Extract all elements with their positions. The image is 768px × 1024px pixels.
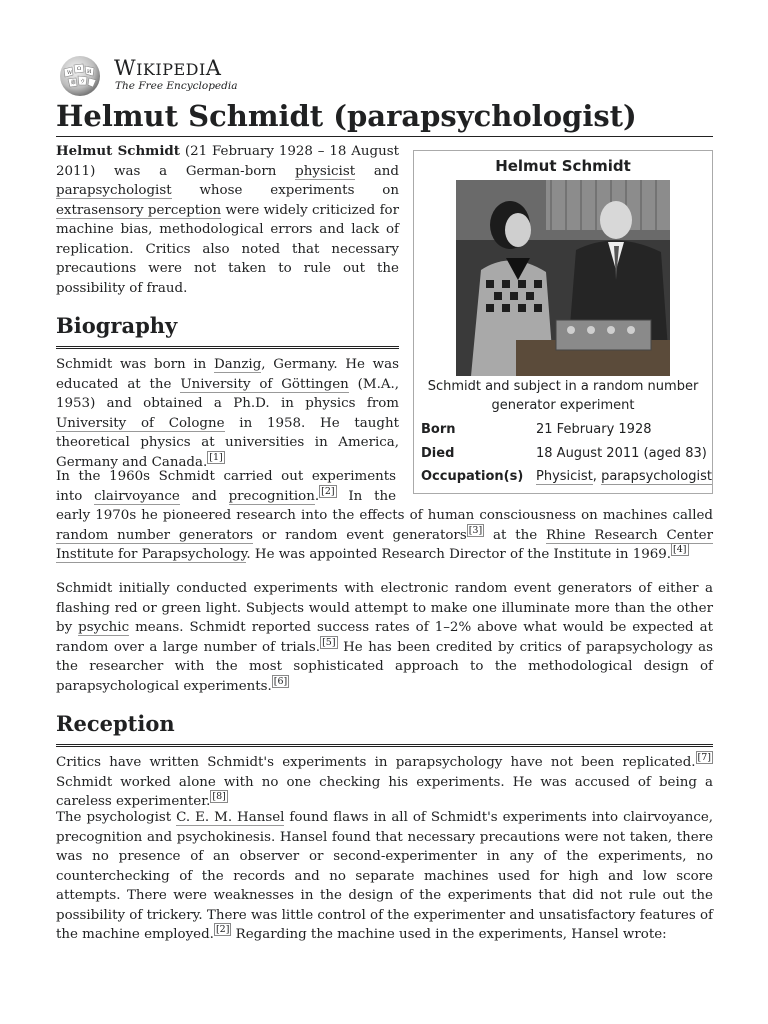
university-goettingen-link[interactable]: University of Göttingen [180, 376, 349, 392]
reference-link[interactable]: [5] [322, 636, 336, 648]
reference-link[interactable]: [2] [215, 924, 230, 935]
clairvoyance-link[interactable]: clairvoyance [94, 488, 180, 504]
danzig-link[interactable]: Danzig [214, 357, 262, 372]
infobox-key: Born [421, 422, 456, 437]
reference-link[interactable]: [2] [321, 485, 335, 497]
rhine-research-center-link[interactable]: Rhine Research Center Institute for Parapsychology [56, 527, 713, 562]
occupation-parapsychologist-link[interactable]: parapsychologist [601, 469, 712, 484]
biography-paragraph: Schmidt was born in Danzig, Germany. He was educated at the University of Göttingen (M.A., 1953) and obtained a Ph.D. in physics from University of Cologne in 1958. He taught theoretical physics at universities in America, Germany and Canada. [1] [56, 357, 400, 470]
reference-link[interactable]: [8] [212, 791, 226, 802]
biography-heading: Biography [56, 313, 399, 349]
infobox-key: Occupation(s) [421, 469, 524, 484]
random-number-generators-link[interactable]: random number generators [56, 527, 253, 543]
infobox [413, 150, 713, 494]
reference-link[interactable]: [7] [697, 752, 711, 763]
reference-link[interactable]: [6] [273, 675, 288, 687]
biography-paragraph-1-wrap [56, 355, 399, 472]
extrasensory-perception-link[interactable]: extrasensory perception [56, 202, 222, 218]
biography-paragraph-3-wrap [56, 579, 713, 696]
page-title: Helmut Schmidt (parapsychologist) [56, 98, 713, 137]
infobox-value: 21 February 1928 [536, 422, 652, 437]
hansel-link[interactable]: C. E. M. Hansel [176, 810, 285, 825]
infobox-photo[interactable] [456, 180, 670, 376]
svg-text:W: W [67, 70, 73, 76]
wikipedia-logo[interactable] [56, 53, 256, 95]
svg-text:Ω: Ω [77, 66, 82, 72]
infobox-title: Helmut Schmidt [495, 157, 631, 175]
physicist-link[interactable]: physicist [295, 163, 356, 179]
reception-paragraph: Critics have written Schmidt's experiments in parapsychology have not been replicated. [7] Schmidt worked alone with no one checking his experiments. He was accused of being a careless experimenter. [8] [56, 752, 713, 809]
reception-paragraph-2-wrap [56, 808, 713, 945]
university-cologne-link[interactable]: University of Cologne [56, 415, 225, 431]
reception-paragraph-1-wrap [56, 753, 713, 812]
reception-heading: Reception [56, 711, 713, 747]
infobox-key: Died [421, 446, 455, 461]
biography-heading-wrap [56, 313, 399, 349]
parapsychologist-link[interactable]: parapsychologist [56, 183, 172, 198]
infobox-value: 18 August 2011 (aged 83) [536, 446, 707, 461]
occupation-physicist-link[interactable]: Physicist [536, 469, 593, 484]
reception-paragraph: The psychologist C. E. M. Hansel found flaws in all of Schmidt's experiments into clairvoyance, precognition and psychokinesis. Hansel found that necessary precautions were not taken, there was no presence of an observer or second-experimenter in any of the experiments, no counterchecking of the records and no separate machines used for high and low score attempts. There were weaknesses in the design of the experiments that did not rule out the possibility of trickery. There was little control of the experimenter and unsatisfactory features of the machine employed. [2] Regarding the machine used in the experiments, Hansel wrote: [56, 810, 713, 942]
psychic-link[interactable]: psychic [78, 620, 130, 635]
reference-link[interactable]: [3] [468, 524, 483, 536]
reference-link[interactable]: [4] [673, 544, 687, 555]
biography-paragraph: In the 1960s Schmidt carried out experiments into clairvoyance and precognition. [2] In the early 1970s he pioneered research into the effects of human consciousness on machines called random number generators or random event generators [3] at the Rhine Research Center Institute for Parapsychology. He was appointed Research Director of the Institute in 1969. [4] [56, 469, 713, 562]
reference-link[interactable]: [1] [209, 451, 223, 463]
intro-section [56, 142, 399, 298]
precognition-link[interactable]: precognition [228, 488, 315, 504]
infobox-caption: Schmidt and subject in a random number generator experiment [427, 379, 699, 413]
biography-paragraph-2-wrap [56, 467, 713, 565]
svg-text:維: 維 [71, 80, 77, 86]
svg-text:И: И [87, 69, 92, 75]
infobox-value: Physicist, parapsychologist [536, 469, 712, 484]
subject-name: Helmut Schmidt [56, 143, 180, 159]
biography-paragraph: Schmidt initially conducted experiments with electronic random event generators of either a flashing red or green light. Subjects would attempt to make one illuminate more than the other by psychic means. Schmidt reported success rates of 1–2% above what would be expected at random over a large number of trials. [5] He has been credited by critics of parapsychology as the researcher with the most sophisticated approach to the methodological design of parapsychological experiments. [6] [56, 581, 713, 694]
intro-paragraph: Helmut Schmidt (21 February 1928 – 18 August 2011) was a German-born physicist and parapsychologist whose experiments on extrasensory perception were widely criticized for machine bias, methodological errors and lack of replication. Critics also noted that necessary precautions were not taken to rule out the possibility of fraud. [56, 143, 400, 296]
svg-text:ウ: ウ [80, 79, 86, 85]
wikipedia-globe-icon [56, 55, 104, 97]
wikipedia-tagline: The Free Encyclopedia [115, 80, 238, 92]
wikipedia-wordmark: WIKIPEDIA [114, 56, 222, 80]
reception-heading-wrap [56, 711, 713, 747]
